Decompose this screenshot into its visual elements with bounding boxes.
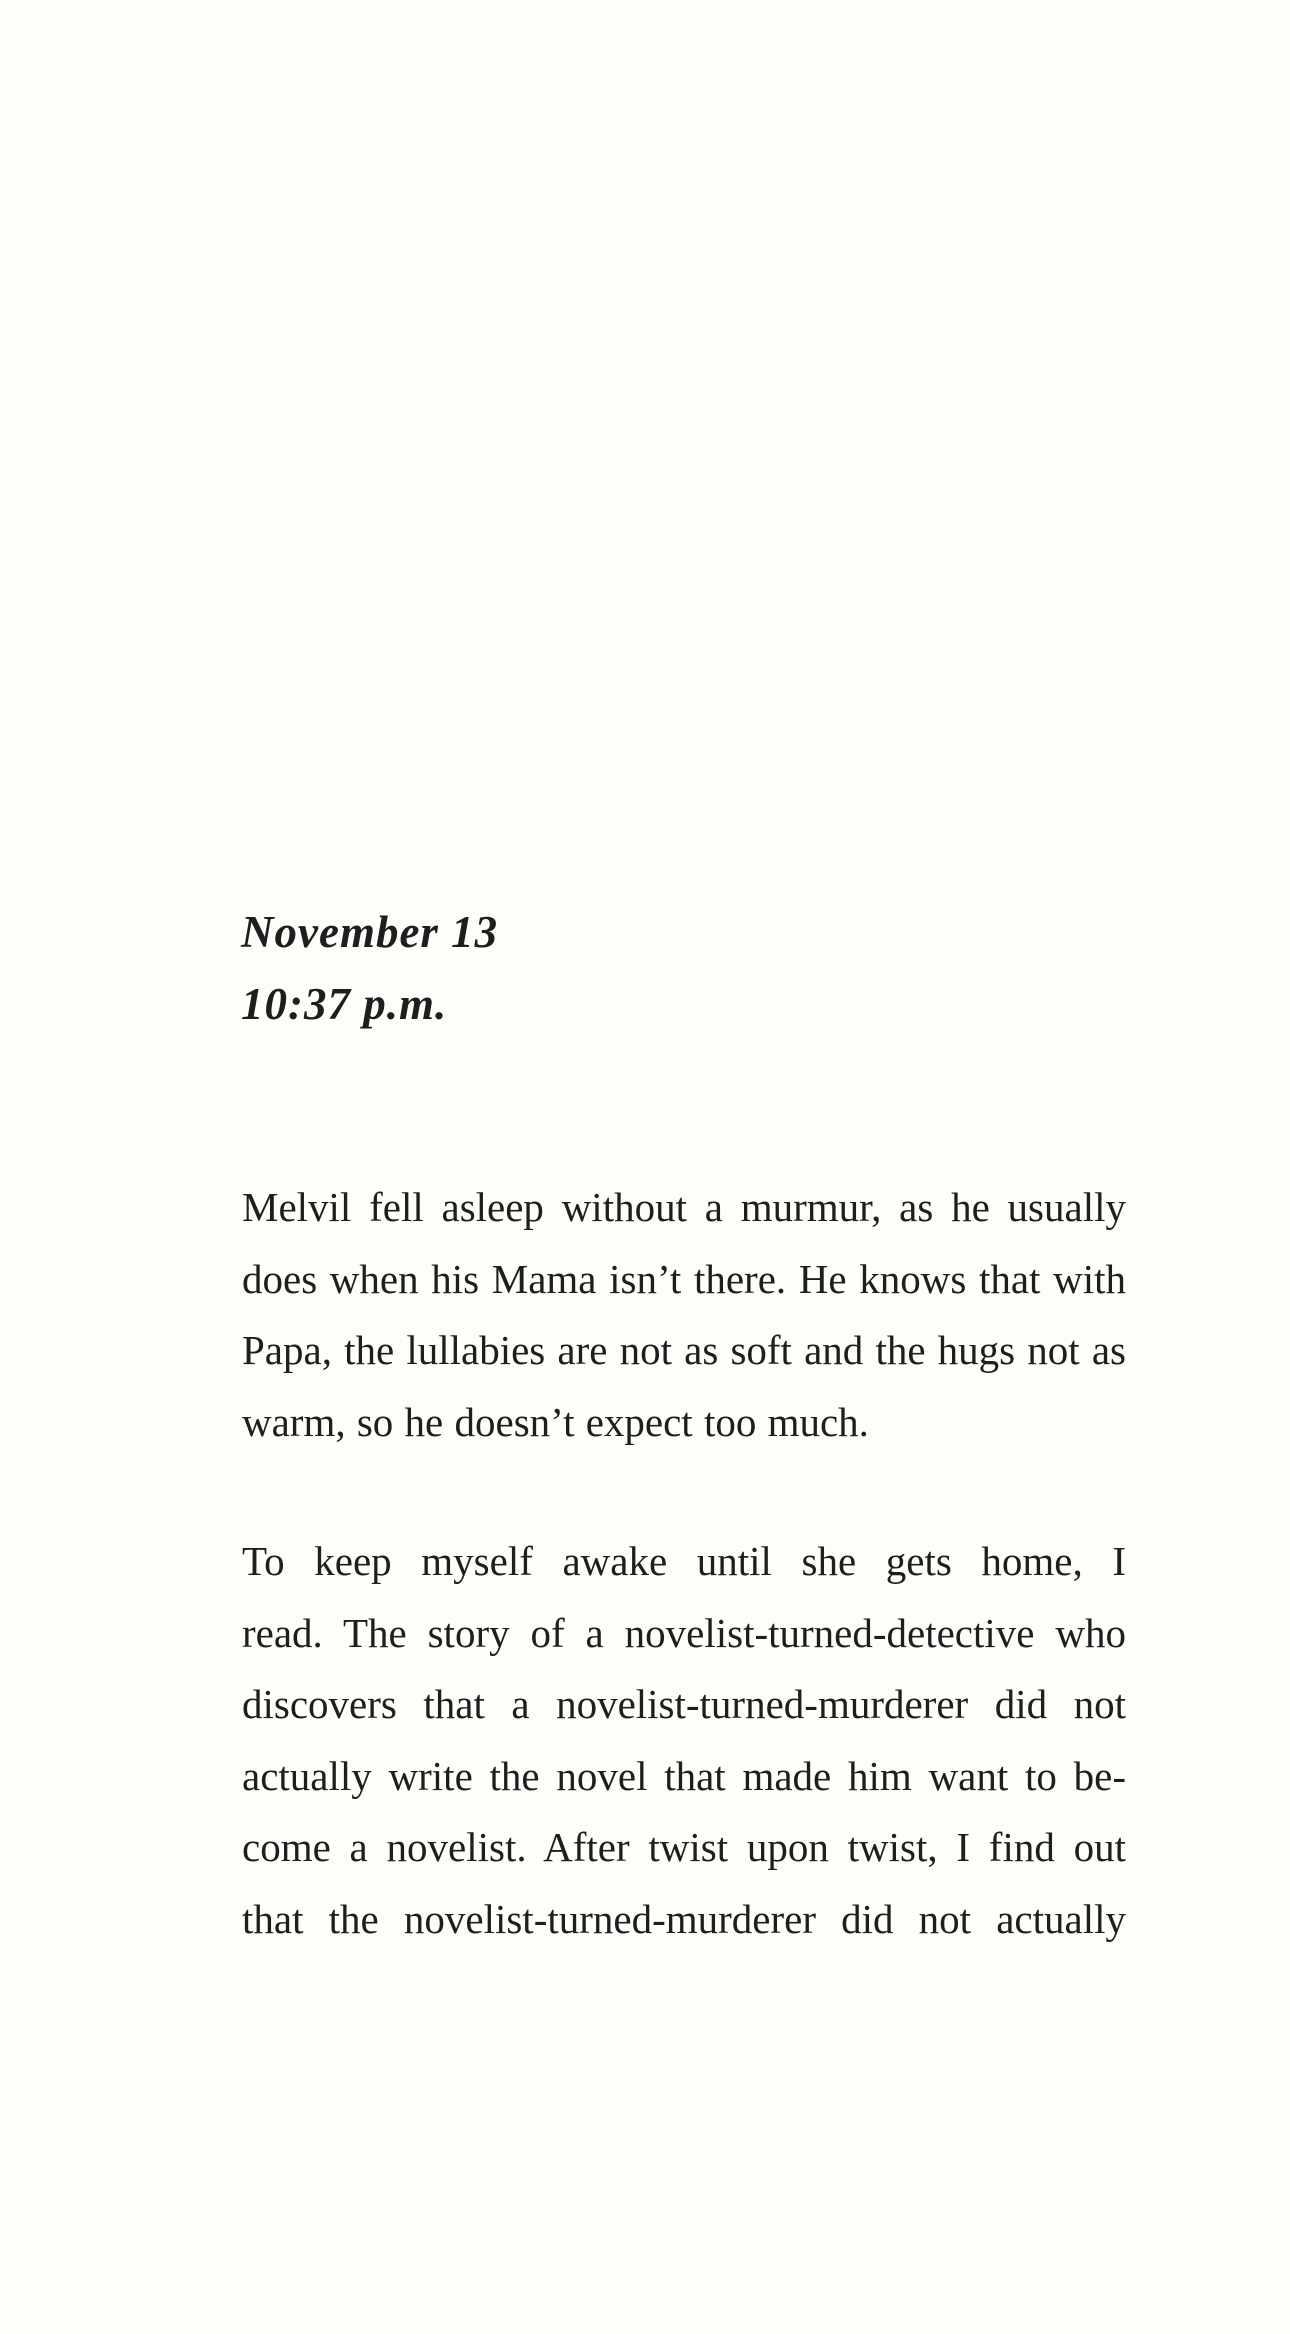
text-line: actually write the novel that made him want to be- — [242, 1752, 1126, 1799]
text-line: Melvil fell asleep without a murmur, as he usually — [242, 1184, 1126, 1230]
text-line: that the novelist-turned-murderer did not actually — [242, 1895, 1126, 1942]
entry-date: November 13 — [241, 907, 499, 957]
text-line: To keep myself awake until she gets home, I — [242, 1538, 1126, 1584]
text-line: come a novelist. After twist upon twist, I find out — [242, 1824, 1126, 1870]
paragraph-2 — [182, 1526, 1126, 1955]
text-line: warm, so he doesn’t expect too much. — [242, 1398, 869, 1445]
entry-time: 10:37 p.m. — [241, 979, 448, 1029]
paragraph-1 — [182, 1172, 1126, 1458]
text-line: read. The story of a novelist-turned-detective who — [242, 1609, 1126, 1656]
entry-heading — [241, 896, 498, 1040]
text-line: Papa, the lullabies are not as soft and the hugs not as — [242, 1327, 1126, 1373]
text-line: discovers that a novelist-turned-murderer did not — [242, 1681, 1126, 1727]
text-line: does when his Mama isn’t there. He knows that with — [242, 1255, 1126, 1302]
